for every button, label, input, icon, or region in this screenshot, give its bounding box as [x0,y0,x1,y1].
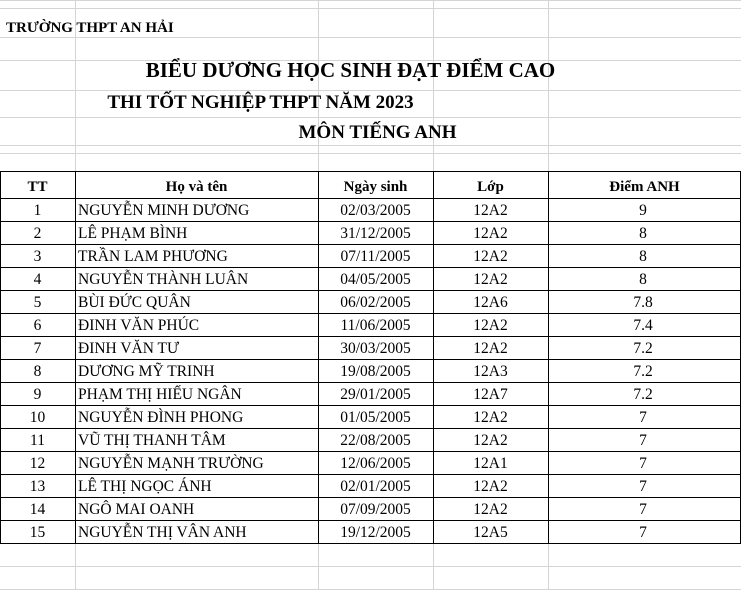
title-line-2: THI TỐT NGHIỆP THPT NĂM 2023 [107,92,414,113]
cell-tt: 15 [29,524,46,541]
cell-dob: 02/03/2005 [340,202,411,219]
cell-dob: 07/09/2005 [340,501,411,518]
cell-name: PHẠM THỊ HIẾU NGÂN [78,386,242,403]
table-border-row [0,474,741,475]
cell-score: 7 [639,409,647,426]
cell-dob: 06/02/2005 [340,294,411,311]
table-border-row [0,244,741,245]
cell-score: 7.8 [633,294,653,311]
header-tt: TT [27,179,48,195]
cell-score: 8 [639,225,647,242]
cell-name: ĐINH VĂN TƯ [78,340,180,357]
cell-name: BÙI ĐỨC QUÂN [78,294,191,311]
gridline-horizontal [0,8,741,9]
gridline-horizontal [0,566,741,567]
cell-tt: 9 [33,386,42,403]
cell-class: 12A2 [473,432,508,449]
table-border-row [0,405,741,406]
cell-class: 12A2 [473,478,508,495]
cell-score: 7.4 [633,317,653,334]
cell-class: 12A3 [473,363,508,380]
cell-dob: 02/01/2005 [340,478,411,495]
cell-tt: 2 [33,225,42,242]
gridline-horizontal [0,90,741,91]
table-border-row [0,336,741,337]
cell-class: 12A7 [473,386,508,403]
cell-dob: 31/12/2005 [340,225,411,242]
title-line-3: MÔN TIẾNG ANH [298,122,457,143]
cell-name: VŨ THỊ THANH TÂM [78,432,226,449]
cell-class: 12A6 [473,294,508,311]
table-border-row [0,428,741,429]
cell-score: 8 [639,248,647,265]
table-border-row [0,313,741,314]
gridline-horizontal [0,117,741,118]
cell-class: 12A2 [473,225,508,242]
cell-class: 12A5 [473,524,508,541]
table-border-top [0,171,741,172]
cell-name: NGUYỄN ĐÌNH PHONG [78,409,244,426]
cell-dob: 19/08/2005 [340,363,411,380]
cell-name: ĐINH VĂN PHÚC [78,317,200,334]
cell-class: 12A2 [473,248,508,265]
table-border-column [75,171,76,544]
table-border-row [0,451,741,452]
table-border-row [0,221,741,222]
table-border-row [0,290,741,291]
cell-tt: 10 [29,409,46,426]
cell-name: TRẦN LAM PHƯƠNG [78,248,228,265]
cell-name: NGUYỄN THÀNH LUÂN [78,271,249,288]
cell-dob: 01/05/2005 [340,409,411,426]
gridline-horizontal [0,153,741,154]
cell-tt: 4 [33,271,42,288]
cell-class: 12A2 [473,501,508,518]
cell-dob: 19/12/2005 [340,524,411,541]
cell-dob: 04/05/2005 [340,271,411,288]
cell-score: 7.2 [633,363,653,380]
cell-score: 7 [639,455,647,472]
cell-tt: 7 [33,340,42,357]
table-border-row [0,267,741,268]
cell-tt: 1 [33,202,42,219]
cell-score: 7 [639,524,647,541]
cell-tt: 6 [33,317,42,334]
gridline-horizontal [0,37,741,38]
table-border-row [0,359,741,360]
header-class: Lớp [477,179,504,195]
cell-name: LÊ PHẠM BÌNH [78,225,188,242]
cell-class: 12A2 [473,340,508,357]
table-border-row [0,543,741,544]
cell-class: 12A2 [473,271,508,288]
cell-name: LÊ THỊ NGỌC ÁNH [78,478,212,495]
cell-name: NGUYỄN THỊ VÂN ANH [78,524,247,541]
cell-class: 12A2 [473,409,508,426]
cell-class: 12A2 [473,202,508,219]
cell-tt: 5 [33,294,42,311]
cell-score: 7 [639,478,647,495]
cell-dob: 12/06/2005 [340,455,411,472]
table-border-row [0,198,741,199]
header-score: Điểm ANH [609,179,680,195]
cell-dob: 22/08/2005 [340,432,411,449]
cell-tt: 11 [30,432,45,449]
cell-score: 8 [639,271,647,288]
cell-score: 7.2 [633,386,653,403]
table-border-row [0,520,741,521]
title-line-1: BIỂU DƯƠNG HỌC SINH ĐẠT ĐIỂM CAO [145,58,556,82]
cell-dob: 11/06/2005 [340,317,411,334]
gridline-horizontal [0,0,741,1]
cell-class: 12A1 [473,455,508,472]
cell-dob: 29/01/2005 [340,386,411,403]
gridline-horizontal [0,145,741,146]
cell-tt: 14 [29,501,46,518]
header-dob: Ngày sinh [343,179,408,195]
cell-tt: 3 [33,248,42,265]
table-border-row [0,497,741,498]
cell-dob: 30/03/2005 [340,340,411,357]
cell-name: DƯƠNG MỸ TRINH [78,363,215,380]
header-name: Họ và tên [165,179,228,195]
cell-name: NGUYỄN MẠNH TRƯỜNG [78,455,264,472]
cell-tt: 8 [33,363,42,380]
cell-name: NGUYỄN MINH DƯƠNG [78,202,250,219]
cell-name: NGÔ MAI OANH [78,501,195,518]
school-name: TRƯỜNG THPT AN HẢI [6,20,174,36]
cell-dob: 07/11/2005 [340,248,411,265]
cell-tt: 13 [29,478,46,495]
table-border-row [0,382,741,383]
cell-tt: 12 [29,455,46,472]
cell-score: 7 [639,432,647,449]
cell-class: 12A2 [473,317,508,334]
cell-score: 9 [639,202,647,219]
cell-score: 7 [639,501,647,518]
cell-score: 7.2 [633,340,653,357]
